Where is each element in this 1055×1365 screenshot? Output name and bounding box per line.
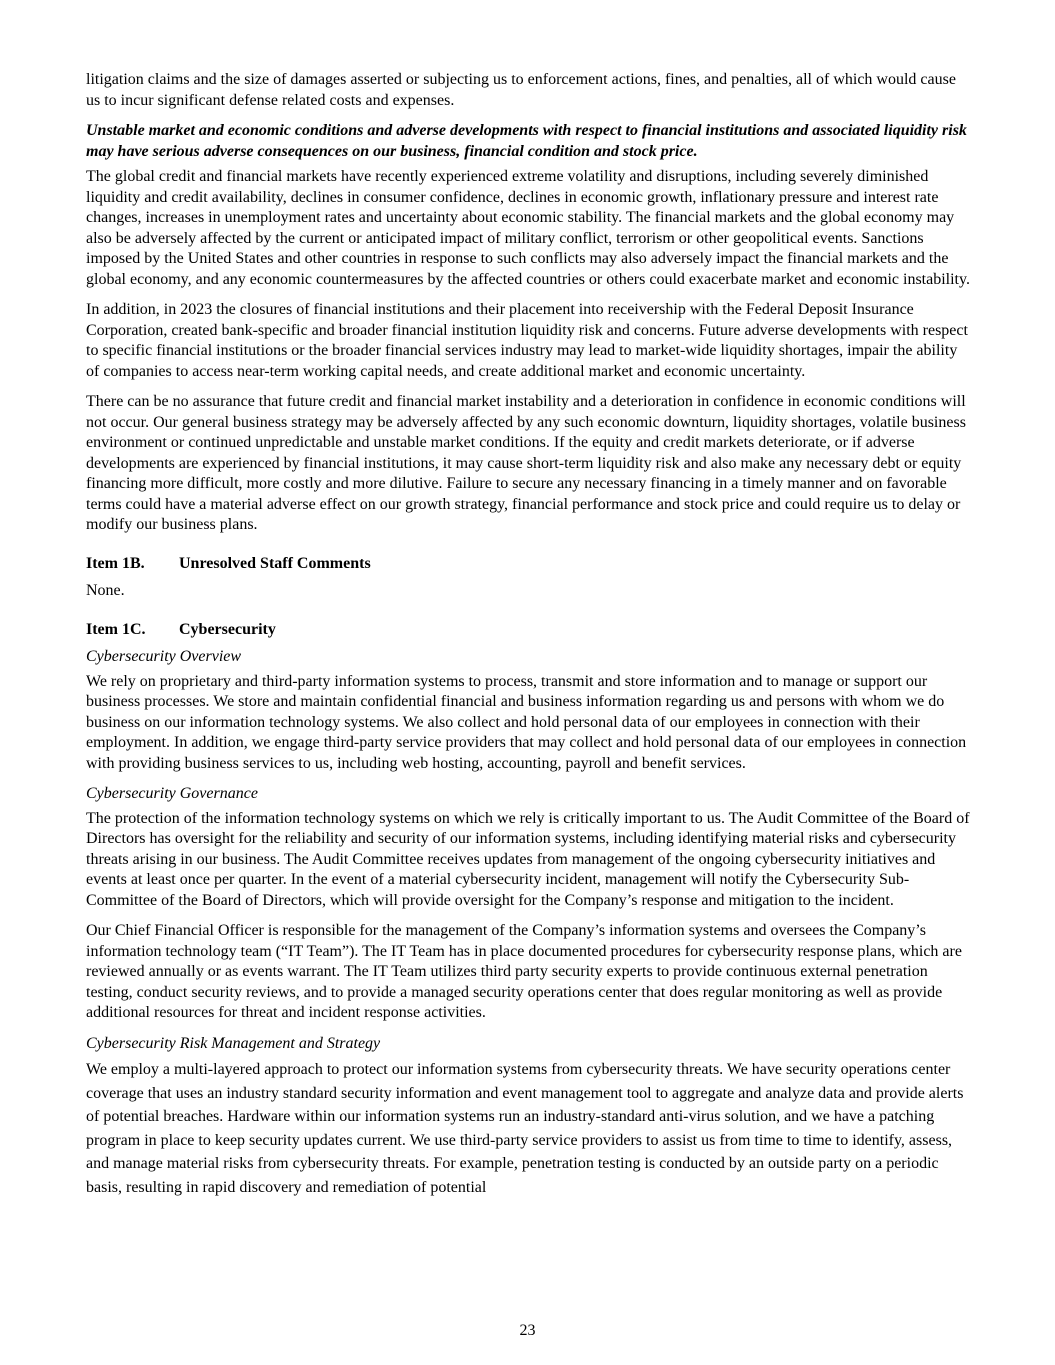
item-1c-title: Cybersecurity xyxy=(179,620,276,638)
item-1c-number: Item 1C. xyxy=(86,620,146,638)
item-1b-heading xyxy=(86,554,971,575)
risk-management-subheading: Cybersecurity Risk Management and Strategy xyxy=(86,1034,381,1052)
item-1c-heading xyxy=(86,620,971,641)
overview-paragraph: We rely on proprietary and third-party information systems to process, transmit and store information and to manage or support our business processes. We store and maintain confidential financial and business information regarding us and persons with whom we do business on our information technology systems. We also collect and hold personal data of our employees in connection with their employment. In addition, we engage third-party service providers that may collect and hold personal data of our employees in connection with providing business services to us, including web hosting, accounting, payroll and benefit services. xyxy=(86,672,967,772)
document-page xyxy=(86,70,971,1199)
governance-subheading: Cybersecurity Governance xyxy=(86,785,258,802)
risk-paragraph: In addition, in 2023 the closures of financial institutions and their placement into receivership with the Federal Deposit Insurance Corporation, created bank-specific and broader financial institution liquidity risk and concerns. Future adverse developments with respect to specific financial institutions or the broader financial services industry may lead to market-wide liquidity shortages, impair the ability of companies to access near-term working capital needs, and create additional market and economic uncertainty. xyxy=(86,301,968,380)
risk-paragraph: The global credit and financial markets have recently experienced extreme volatility and disruptions, including severely diminished liquidity and credit availability, declines in consumer confidence, declines in economic growth, inflationary pressure and interest rate changes, increases in unemployment rates and uncertainty about economic stability. The financial markets and the global economy may also be adversely affected by the current or anticipated impact of military conflict, terrorism or other geopolitical events. Sanctions imposed by the United States and other countries in response to such conflicts may also adversely impact the financial markets and the global economy, and any economic countermeasures by the affected countries or others could exacerbate market and economic instability. xyxy=(86,168,970,288)
risk-factor-heading: Unstable market and economic conditions and adverse developments with respect to financial institutions and associated liquidity risk may have serious adverse consequences on our business, financial condition and stock price. xyxy=(86,122,967,160)
item-1b-body: None. xyxy=(86,582,125,599)
continuation-paragraph: litigation claims and the size of damages asserted or subjecting us to enforcement actions, fines, and penalties, all of which would cause us to incur significant defense related costs and expenses. xyxy=(86,71,956,109)
item-1b-number: Item 1B. xyxy=(86,554,145,572)
risk-paragraph: There can be no assurance that future credit and financial market instability and a deterioration in confidence in economic conditions will not occur. Our general business strategy may be adversely affected by any such economic downturn, liquidity shortages, volatile business environment or continued unpredictable and unstable market conditions. If the equity and credit markets deteriorate, or if adverse developments are experienced by financial institutions, it may cause short-term liquidity risk and also make any necessary debt or equity financing more difficult, more costly and more dilutive. Failure to secure any necessary financing in a timely manner and on favorable terms could have a material adverse effect on our growth strategy, financial performance and stock price and could require us to delay or modify our business plans. xyxy=(86,393,966,533)
overview-subheading: Cybersecurity Overview xyxy=(86,648,242,665)
page-number: 23 xyxy=(519,1322,536,1339)
risk-management-paragraph: We employ a multi-layered approach to protect our information systems from cybersecurity threats. We have security operations center coverage that uses an industry standard security information and event management tool to aggregate and analyze data and provide alerts of potential breaches. Hardware within our information systems run an industry-standard anti-virus solution, and we have a patching program in place to keep security updates current. We use third-party service providers to assist us from time to time to identify, assess, and manage material risks from cybersecurity threats. For example, penetration testing is conducted by an outside party on a periodic basis, resulting in rapid discovery and remediation of potential xyxy=(86,1061,964,1196)
governance-paragraph: The protection of the information technology systems on which we rely is critically important to us. The Audit Committee of the Board of Directors has oversight for the reliability and security of our information systems, including identifying material risks and cybersecurity threats arising in our business. The Audit Committee receives updates from management of the ongoing cybersecurity initiatives and events at least once per quarter. In the event of a material cybersecurity incident, management will notify the Cybersecurity Sub-Committee of the Board of Directors, which will provide oversight for the Company’s response and mitigation to the incident. xyxy=(86,809,970,909)
item-1b-title: Unresolved Staff Comments xyxy=(179,554,371,572)
governance-paragraph: Our Chief Financial Officer is responsible for the management of the Company’s information systems and oversees the Company’s information technology team (“IT Team”). The IT Team has in place documented procedures for cybersecurity response plans, which are reviewed annually or as events warrant. The IT Team utilizes third party security experts to provide continuous external penetration testing, conduct security reviews, and to provide a managed security operations center that does regular monitoring as well as provide additional resources for threat and incident response activities. xyxy=(86,922,962,1021)
